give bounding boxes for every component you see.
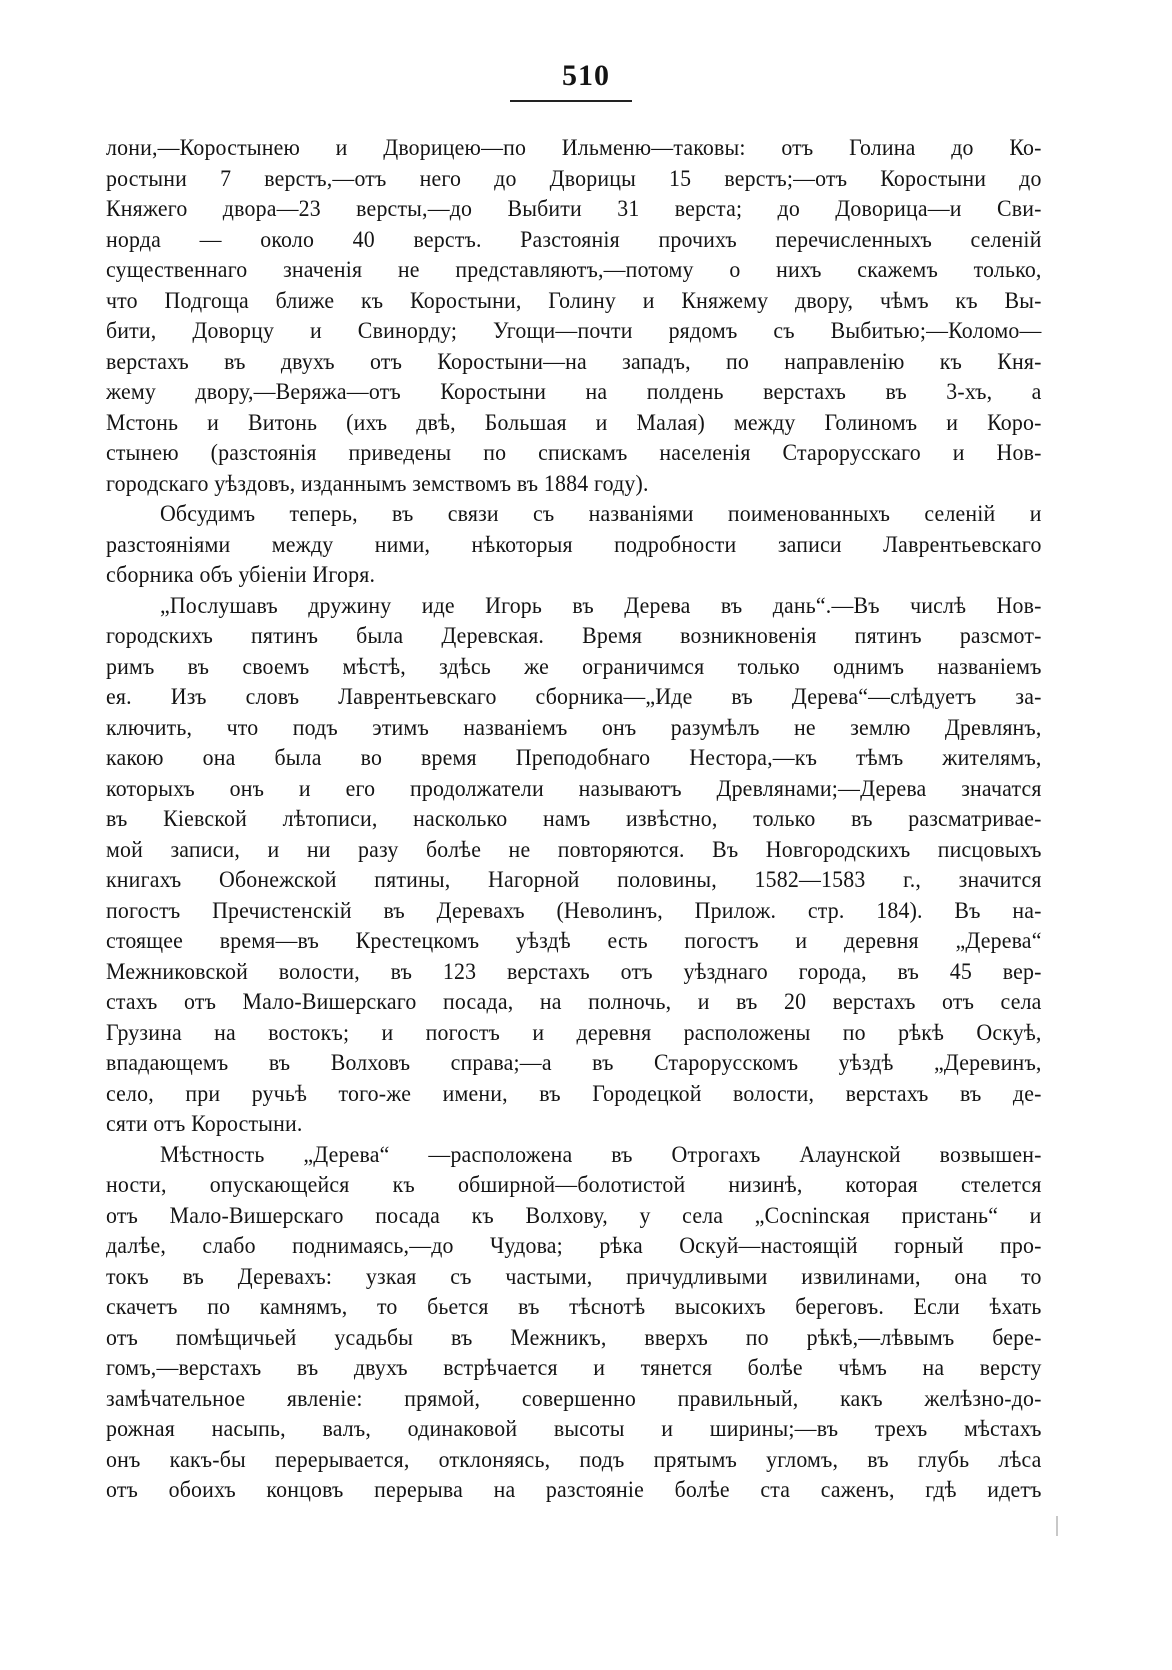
page-edge-mark [1056, 1516, 1058, 1536]
text-line: скачетъ по камнямъ, то бьется въ тѣснотѣ высокихъ береговъ. Если ѣхать [106, 1294, 1042, 1320]
text-line: отъ помѣщичьей усадьбы въ Межникъ, вверхъ по рѣкѣ,—лѣвымъ бере- [106, 1324, 1042, 1351]
text-line: ности, опускающейся къ обширной—болотистой низинѣ, которая стелется [106, 1172, 1042, 1198]
text-line: ростыни 7 верстъ,—отъ него до Дворицы 15 верстъ;—отъ Коростыни до [106, 165, 1042, 192]
text-line: впадающемъ въ Волховъ справа;—а въ Старорусскомъ уѣздѣ „Деревинъ, [106, 1050, 1042, 1076]
text-line: стоящее время—въ Крестецкомъ уѣздѣ есть погостъ и деревня „Дерева“ [106, 928, 1042, 954]
text-line: городскихъ пятинъ была Деревская. Время возникновенія пятинъ разсмот- [106, 623, 1042, 649]
text-line: сяти отъ Коростыни. [106, 1111, 303, 1137]
text-line: замѣчательное явленіе: прямой, совершенно правильный, какъ желѣзно-до- [106, 1385, 1042, 1412]
text-line: Грузина на востокъ; и погостъ и деревня расположены по рѣкѣ Оскуѣ, [106, 1019, 1042, 1046]
paragraph-first-line: Обсудимъ теперь, въ связи съ названіями поименованныхъ селеній и [159, 501, 1042, 527]
page-number-rule [510, 100, 632, 102]
paragraph-first-line: Мѣстность „Дерева“ —расположена въ Отрогахъ Алаунской возвышен- [159, 1141, 1042, 1168]
text-line: городскаго уѣздовъ, изданнымъ земствомъ въ 1884 году). [106, 470, 649, 497]
text-line: гомъ,—верстахъ въ двухъ встрѣчается и тянется болѣе чѣмъ на версту [106, 1355, 1042, 1381]
text-line: село, при ручьѣ того-же имени, въ Городецкой волости, верстахъ въ де- [106, 1080, 1042, 1107]
text-line: какою она была во время Преподобнаго Нестора,—къ тѣмъ жителямъ, [106, 745, 1042, 771]
text-line: книгахъ Обонежской пятины, Нагорной половины, 1582—1583 г., значится [106, 867, 1042, 893]
text-line: ключить, что подъ этимъ названіемъ онъ разумѣлъ не землю Древлянъ, [106, 714, 1042, 741]
text-line: стынею (разстоянія приведены по спискамъ населенія Старорусскаго и Нов- [106, 440, 1042, 466]
text-line: отъ Мало-Вишерскаго посада къ Волхову, у села „Сосninская пристань“ и [106, 1202, 1042, 1229]
text-line: погостъ Пречистенскій въ Деревахъ (Неволинъ, Прилож. стр. 184). Въ на- [106, 897, 1042, 924]
paragraph-first-line: „Послушавъ дружину иде Игорь въ Дерева въ дань“.—Въ числѣ Нов- [159, 592, 1042, 619]
text-line: Межниковской волости, въ 123 верстахъ отъ уѣзднаго города, въ 45 вер- [106, 958, 1042, 985]
text-line: онъ какъ-бы перерывается, отклоняясь, подъ прятымъ угломъ, въ глубь лѣса [106, 1446, 1042, 1473]
text-line: бити, Доворцу и Свинорду; Угощи—почти рядомъ съ Выбитью;—Коломо— [106, 318, 1042, 344]
text-line: верстахъ въ двухъ отъ Коростыни—на западъ, по направленію къ Кня- [106, 348, 1042, 375]
text-line: сборника объ убіеніи Игоря. [106, 562, 376, 588]
text-line: далѣе, слабо поднимаясь,—до Чудова; рѣка Оскуй—настоящій горный про- [106, 1233, 1042, 1259]
text-line: которыхъ онъ и его продолжатели называютъ Древлянами;—Дерева значатся [106, 775, 1042, 802]
text-line: ея. Изъ словъ Лаврентьевскаго сборника—„Иде въ Дерева“—слѣдуетъ за- [106, 684, 1042, 710]
text-line: токъ въ Деревахъ: узкая съ частыми, причудливыми извилинами, она то [106, 1263, 1042, 1290]
text-line: рожная насыпь, валъ, одинаковой высоты и ширины;—въ трехъ мѣстахъ [106, 1416, 1042, 1442]
text-line: стахъ отъ Мало-Вишерскаго посада, на полночь, и въ 20 верстахъ отъ села [106, 989, 1042, 1015]
text-line: норда — около 40 верстъ. Разстоянія прочихъ перечисленныхъ селеній [106, 226, 1042, 253]
text-line: въ Кіевской лѣтописи, насколько намъ извѣстно, только въ разсматривае- [106, 806, 1042, 832]
text-body [106, 133, 1042, 1506]
text-line: Княжего двора—23 версты,—до Выбити 31 верста; до Доворица—и Сви- [106, 196, 1042, 222]
text-line: римъ въ своемъ мѣстѣ, здѣсь же ограничимся только однимъ названіемъ [106, 653, 1042, 680]
page-number: 510 [562, 59, 610, 92]
text-line: Мстонь и Витонь (ихъ двѣ, Большая и Малая) между Голиномъ и Коро- [106, 409, 1042, 436]
text-line: существеннаго значенія не представляютъ,—потому о нихъ скажемъ только, [106, 257, 1042, 283]
text-line: что Подгоща ближе къ Коростыни, Голину и Княжему двору, чѣмъ къ Вы- [106, 287, 1042, 314]
text-line: жему двору,—Веряжа—отъ Коростыни на полдень верстахъ въ 3-хъ, а [106, 379, 1042, 405]
text-line: мой записи, и ни разу болѣе не повторяются. Въ Новгородскихъ писцовыхъ [106, 836, 1042, 863]
text-line: лони,—Коростынею и Дворицею—по Ильменю—таковы: отъ Голина до Ко- [106, 135, 1042, 161]
text-line: разстояніями между ними, нѣкоторыя подробности записи Лаврентьевскаго [106, 531, 1042, 558]
text-line: отъ обоихъ концовъ перерыва на разстояніе болѣе ста саженъ, гдѣ идетъ [106, 1477, 1042, 1503]
